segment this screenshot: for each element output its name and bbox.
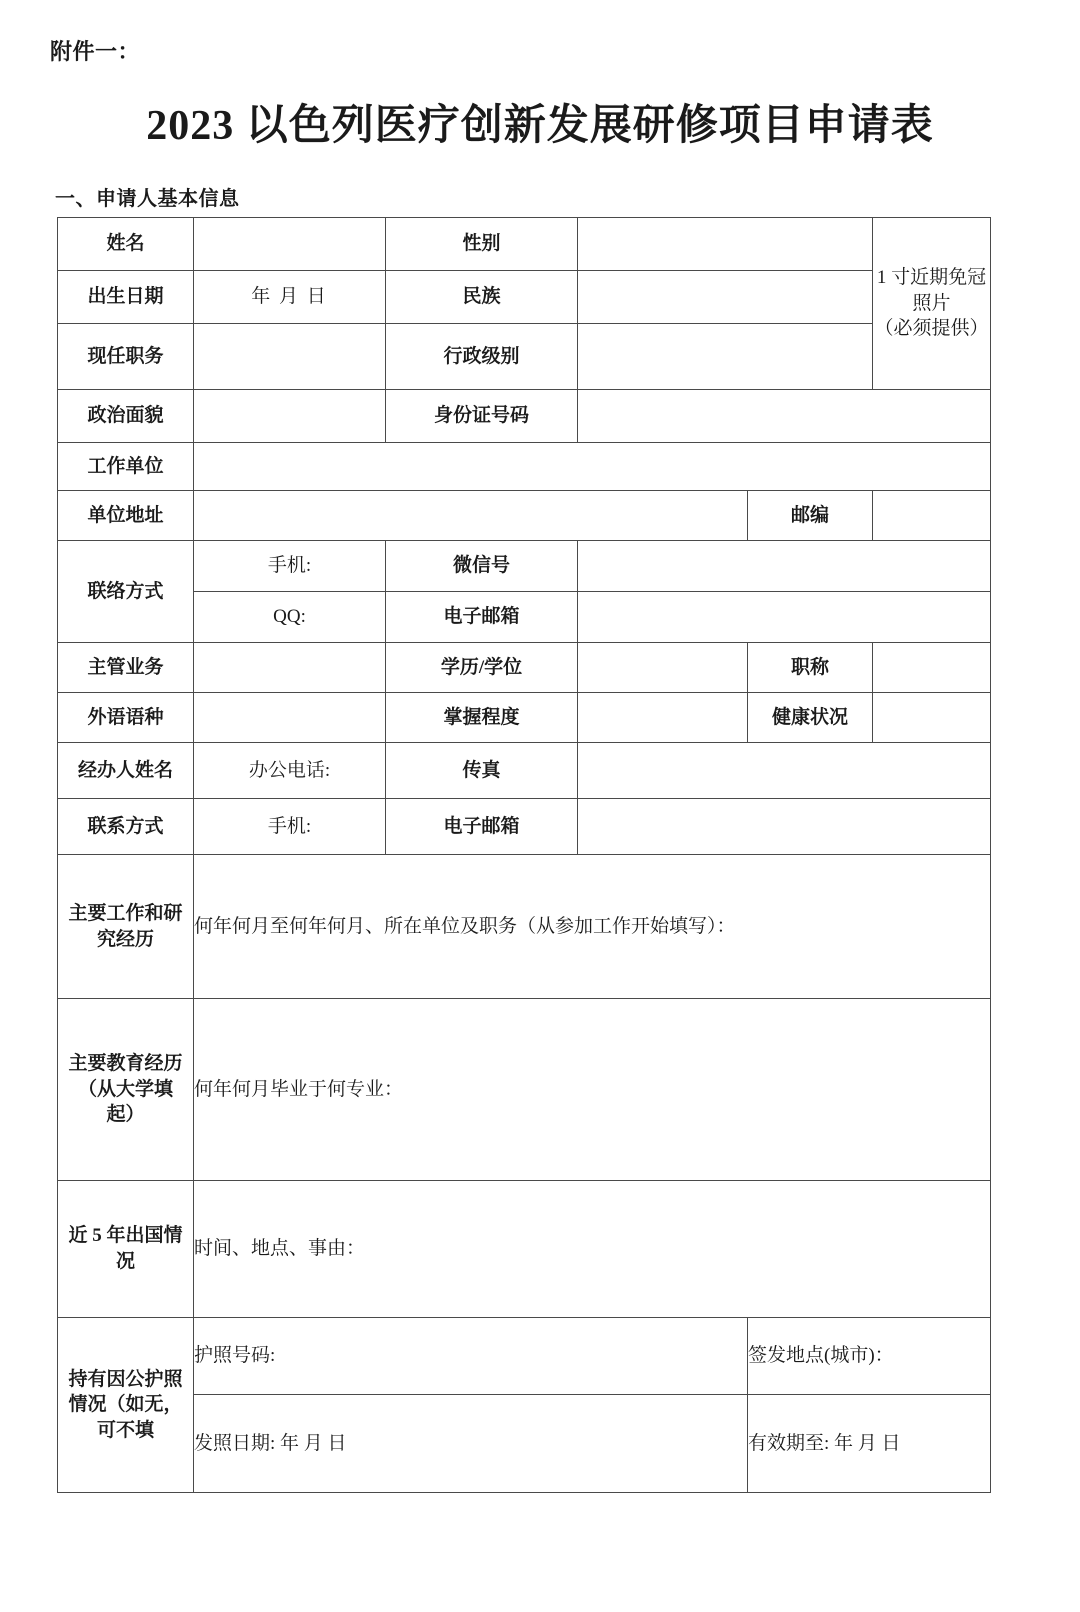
field-work-unit-value[interactable] — [194, 443, 991, 491]
label-contact-method: 联络方式 — [58, 541, 194, 643]
field-issue-place[interactable] — [748, 1318, 991, 1395]
label-line-1: 主要教育经历 — [68, 1053, 183, 1075]
label-line-1: 持有因公护照 — [68, 1368, 183, 1390]
label-title-rank: 职称 — [748, 643, 873, 693]
passport-number-label: 护照号码: — [194, 1345, 276, 1367]
label-fax: 传真 — [386, 743, 578, 799]
attachment-label: 附件一： — [50, 39, 141, 64]
field-office-phone-label[interactable]: 办公电话: — [194, 743, 386, 799]
label-wechat: 微信号 — [386, 541, 578, 592]
table-row-political-status — [58, 390, 991, 443]
label-admin-level: 行政级别 — [386, 324, 578, 390]
table-row-contact-qq — [58, 592, 991, 643]
field-foreign-language-value[interactable] — [194, 693, 386, 743]
field-current-position-value[interactable] — [194, 324, 386, 390]
field-main-business-value[interactable] — [194, 643, 386, 693]
label-current-position: 现任职务 — [58, 324, 194, 390]
label-id-number: 身份证号码 — [386, 390, 578, 443]
label-foreign-language: 外语语种 — [58, 693, 194, 743]
education-hint: 何年何月毕业于何专业： — [194, 1078, 404, 1100]
photo-placeholder-cell[interactable] — [873, 218, 991, 390]
field-education-experience-value[interactable] — [194, 999, 991, 1181]
label-unit-address: 单位地址 — [58, 491, 194, 541]
label-email: 电子邮箱 — [386, 592, 578, 643]
table-row-work-research-experience — [58, 855, 991, 999]
label-postal-code: 邮编 — [748, 491, 873, 541]
label-line-2: 况 — [115, 1251, 135, 1272]
field-mobile-label[interactable]: 手机: — [194, 541, 386, 592]
label-handler-email: 电子邮箱 — [386, 799, 578, 855]
table-row-main-business — [58, 643, 991, 693]
table-row-passport-number — [58, 1318, 991, 1395]
field-valid-until[interactable] — [748, 1395, 991, 1493]
label-birth-date: 出生日期 — [58, 271, 194, 324]
field-proficiency-value[interactable] — [578, 693, 748, 743]
field-handler-email-value[interactable] — [578, 799, 991, 855]
table-row-unit-address — [58, 491, 991, 541]
field-handler-mobile-label[interactable]: 手机: — [194, 799, 386, 855]
photo-line-2: （必须提供） — [874, 318, 989, 340]
table-row-abroad-5years — [58, 1181, 991, 1318]
table-row-handler — [58, 743, 991, 799]
field-birth-date-value[interactable]: 年 月 日 — [194, 271, 386, 324]
applicant-info-table — [57, 217, 991, 1493]
field-gender-value[interactable] — [578, 218, 873, 271]
table-row-handler-contact — [58, 799, 991, 855]
field-passport-number[interactable] — [194, 1318, 748, 1395]
label-main-business: 主管业务 — [58, 643, 194, 693]
field-issue-date[interactable] — [194, 1395, 748, 1493]
field-wechat-value[interactable] — [578, 541, 991, 592]
label-proficiency: 掌握程度 — [386, 693, 578, 743]
label-health-status: 健康状况 — [748, 693, 873, 743]
label-handler-name: 经办人姓名 — [58, 743, 194, 799]
table-row-education-experience — [58, 999, 991, 1181]
field-fax-value[interactable] — [578, 743, 991, 799]
photo-line-1: 1 寸近期免冠照片 — [876, 267, 987, 314]
table-row-position — [58, 324, 991, 390]
section-heading-basic-info: 一、申请人基本信息 — [55, 188, 240, 210]
field-unit-address-value[interactable] — [194, 491, 748, 541]
field-email-value[interactable] — [578, 592, 991, 643]
field-title-rank-value[interactable] — [873, 643, 991, 693]
label-passport-status — [58, 1318, 194, 1493]
table-row-name — [58, 218, 991, 271]
label-education-experience — [58, 999, 194, 1181]
label-line-3: 可不填 — [96, 1419, 154, 1441]
label-line-2: （从大学填 — [77, 1078, 173, 1100]
issue-date-label: 发照日期: 年 月 日 — [194, 1432, 347, 1454]
label-political-status: 政治面貌 — [58, 390, 194, 443]
label-line-1: 主要工作和研 — [68, 902, 183, 924]
label-contact-way: 联系方式 — [58, 799, 194, 855]
abroad-hint: 时间、地点、事由： — [194, 1238, 366, 1260]
label-ethnicity: 民族 — [386, 271, 578, 324]
issue-place-label: 签发地点(城市)： — [748, 1345, 894, 1367]
valid-until-label: 有效期至: 年 月 日 — [748, 1432, 901, 1454]
label-work-unit: 工作单位 — [58, 443, 194, 491]
field-abroad-5years-value[interactable] — [194, 1181, 991, 1318]
table-row-birthdate — [58, 271, 991, 324]
field-postal-code-value[interactable] — [873, 491, 991, 541]
label-abroad-5years — [58, 1181, 194, 1318]
table-row-work-unit — [58, 443, 991, 491]
field-health-status-value[interactable] — [873, 693, 991, 743]
field-name-value[interactable] — [194, 218, 386, 271]
label-education-degree: 学历/学位 — [386, 643, 578, 693]
field-political-status-value[interactable] — [194, 390, 386, 443]
table-row-foreign-language — [58, 693, 991, 743]
field-id-number-value[interactable] — [578, 390, 991, 443]
field-education-degree-value[interactable] — [578, 643, 748, 693]
label-line-1: 近 5 年出国情 — [68, 1225, 183, 1247]
field-work-research-experience-value[interactable] — [194, 855, 991, 999]
label-line-3: 起） — [106, 1104, 145, 1126]
field-ethnicity-value[interactable] — [578, 271, 873, 324]
field-qq-label[interactable]: QQ: — [194, 592, 386, 643]
label-work-research-experience — [58, 855, 194, 999]
label-gender: 性别 — [386, 218, 578, 271]
label-line-2: 情况（如无， — [68, 1394, 183, 1416]
page-title: 2023 以色列医疗创新发展研修项目申请表 — [146, 103, 934, 149]
field-admin-level-value[interactable] — [578, 324, 873, 390]
label-name: 姓名 — [58, 218, 194, 271]
work-research-hint: 何年何月至何年何月、所在单位及职务（从参加工作开始填写）： — [194, 915, 736, 937]
label-line-2: 究经历 — [96, 928, 154, 950]
table-row-contact-mobile — [58, 541, 991, 592]
table-row-passport-dates — [58, 1395, 991, 1493]
